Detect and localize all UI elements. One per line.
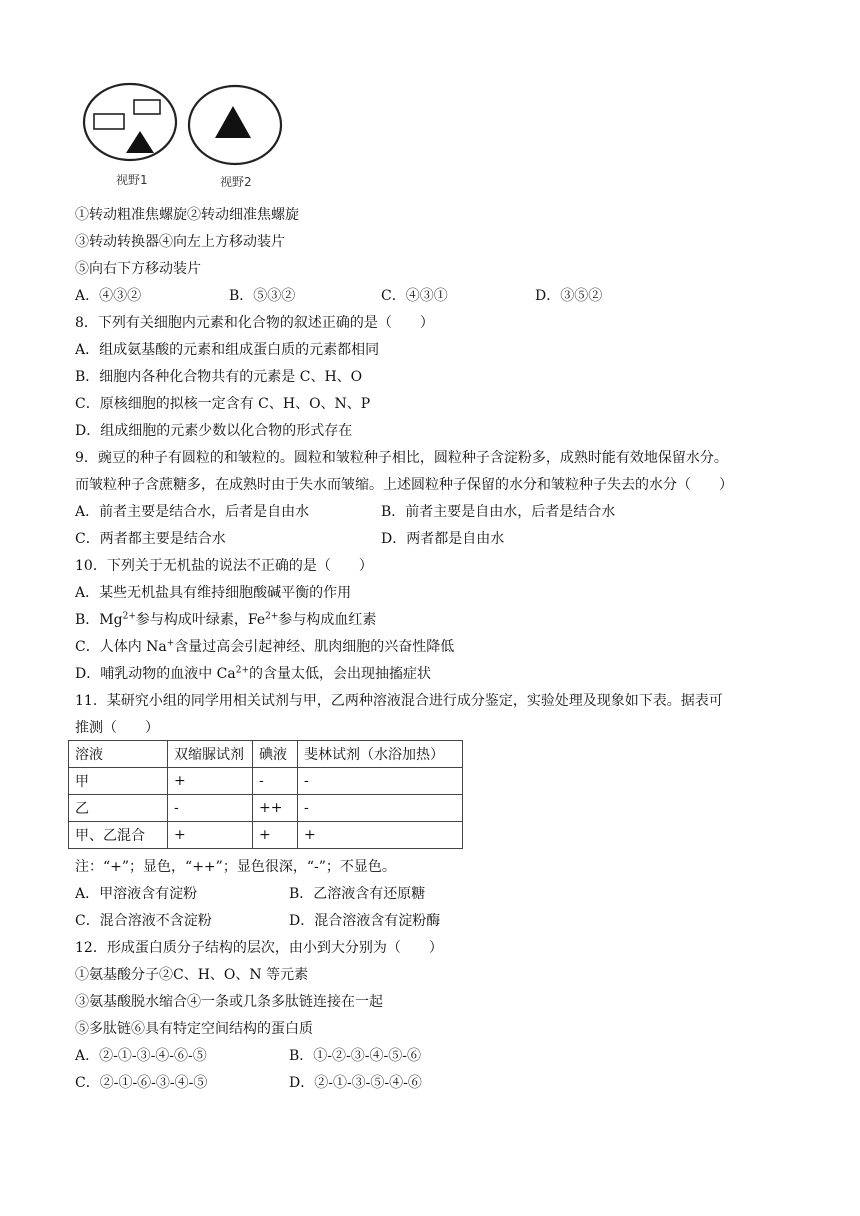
q9-stem-line2: 而皱粒种子含蔗糖多，在成熟时由于失水而皱缩。上述圆粒种子保留的水分和皱粒种子失去的水分（ ） [75, 477, 733, 493]
triangle-shape [126, 131, 154, 153]
q9-option-b[interactable]: B．前者主要是自由水，后者是结合水 [381, 504, 616, 520]
field-of-view-1 [84, 84, 176, 160]
q8-option-d[interactable]: D．组成细胞的元素少数以化合物的形式存在 [75, 423, 353, 439]
q10-option-c-text: C．人体内 Na [75, 639, 167, 655]
charge-superscript: 2+ [122, 611, 136, 622]
q10-option-b-text: 参与构成叶绿素，Fe [135, 612, 266, 628]
table-header-cell: 碘液 [253, 741, 298, 768]
q8-stem: 8．下列有关细胞内元素和化合物的叙述正确的是（ ） [75, 315, 434, 331]
q11-option-b[interactable]: B．乙溶液含有还原糖 [289, 886, 426, 902]
q10-option-b[interactable] [75, 611, 376, 629]
table-header-row [69, 741, 463, 768]
table-header-cell: 双缩脲试剂 [168, 741, 253, 768]
charge-superscript: 2+ [235, 665, 250, 676]
q9-stem-line1: 9．豌豆的种子有圆粒的和皱粒的。圆粒和皱粒种子相比，圆粒种子含淀粉多，成熟时能有效地保留水分。 [75, 450, 728, 466]
q12-stem: 12．形成蛋白质分子结构的层次，由小到大分别为（ ） [75, 940, 443, 956]
q12-item-line: ⑤多肽链⑥具有特定空间结构的蛋白质 [75, 1021, 313, 1037]
q10-option-d-text: D．哺乳动物的血液中 Ca [75, 666, 236, 682]
table-cell: + [253, 822, 298, 849]
q11-option-c[interactable]: C．混合溶液不含淀粉 [75, 913, 212, 929]
field-label-1: 视野1 [116, 173, 148, 187]
q7-option-d[interactable]: D．③⑤② [535, 288, 603, 304]
reagent-results-table [68, 740, 463, 849]
q12-option-b[interactable]: B．①-②-③-④-⑤-⑥ [289, 1048, 421, 1064]
q12-item-line: ①氨基酸分子②C、H、O、N 等元素 [75, 967, 309, 983]
q7-item-line: ③转动转换器④向左上方移动装片 [75, 234, 285, 250]
q10-option-c[interactable] [75, 638, 454, 656]
q7-option-c[interactable]: C．④③① [381, 288, 448, 304]
q10-option-d-text: 的含量太低，会出现抽搐症状 [249, 666, 432, 682]
table-row [69, 795, 463, 822]
q10-option-c-text: 含量过高会引起神经、肌肉细胞的兴奋性降低 [174, 639, 455, 655]
q11-table-note: 注：“+”；显色，“++”；显色很深，“-”；不显色。 [75, 859, 396, 875]
table-header-cell: 斐林试剂（水浴加热） [298, 741, 463, 768]
field-label-2: 视野2 [220, 175, 252, 189]
table-cell: 甲、乙混合 [69, 822, 168, 849]
q10-option-d[interactable] [75, 665, 431, 683]
q9-option-d[interactable]: D．两者都是自由水 [381, 531, 505, 547]
table-cell: 甲 [69, 768, 168, 795]
q8-option-c[interactable]: C．原核细胞的拟核一定含有 C、H、O、N、P [75, 396, 371, 412]
table-cell: + [168, 768, 253, 795]
triangle-large-shape [215, 106, 251, 138]
cell-rectangle-shape [134, 100, 160, 114]
table-row [69, 768, 463, 795]
q10-option-b-text: 参与构成血红素 [278, 612, 377, 628]
q7-option-a[interactable]: A．④③② [75, 288, 142, 304]
q11-option-d[interactable]: D．混合溶液含有淀粉酶 [289, 913, 441, 929]
table-cell: ++ [253, 795, 298, 822]
table-cell: - [253, 768, 298, 795]
q12-option-d[interactable]: D．②-①-③-⑤-④-⑥ [289, 1075, 422, 1091]
q11-option-a[interactable]: A．甲溶液含有淀粉 [75, 886, 198, 902]
table-cell: 乙 [69, 795, 168, 822]
table-cell: + [298, 822, 463, 849]
q9-option-a[interactable]: A．前者主要是结合水，后者是自由水 [75, 504, 310, 520]
q12-option-c[interactable]: C．②-①-⑥-③-④-⑤ [75, 1075, 208, 1091]
q10-option-a[interactable]: A．某些无机盐具有维持细胞酸碱平衡的作用 [75, 585, 352, 601]
microscope-fields-figure [82, 82, 292, 194]
table-cell: + [168, 822, 253, 849]
charge-superscript: 2+ [265, 611, 279, 622]
table-cell: - [298, 795, 463, 822]
q8-option-b[interactable]: B．细胞内各种化合物共有的元素是 C、H、O [75, 369, 363, 385]
cell-rectangle-shape [94, 114, 124, 129]
q11-stem-line1: 11．某研究小组的同学用相关试剂与甲，乙两种溶液混合进行成分鉴定，实验处理及现象如下表。据表可 [75, 693, 723, 709]
q7-item-line: ⑤向右下方移动装片 [75, 261, 201, 277]
table-cell: - [168, 795, 253, 822]
table-header-cell: 溶液 [69, 741, 168, 768]
q10-stem: 10．下列关于无机盐的说法不正确的是（ ） [75, 558, 373, 574]
q10-option-b-text: B．Mg [75, 612, 123, 628]
table-cell: - [298, 768, 463, 795]
table-row [69, 822, 463, 849]
q9-option-c[interactable]: C．两者都主要是结合水 [75, 531, 226, 547]
q12-option-a[interactable]: A．②-①-③-④-⑥-⑤ [75, 1048, 207, 1064]
q7-option-b[interactable]: B．⑤③② [229, 288, 296, 304]
q11-stem-line2: 推测（ ） [75, 720, 159, 736]
q7-item-line: ①转动粗准焦螺旋②转动细准焦螺旋 [75, 207, 299, 223]
q12-item-line: ③氨基酸脱水缩合④一条或几条多肽链连接在一起 [75, 994, 383, 1010]
charge-superscript: + [166, 638, 175, 649]
field-of-view-2 [189, 86, 281, 164]
q8-option-a[interactable]: A．组成氨基酸的元素和组成蛋白质的元素都相同 [75, 342, 380, 358]
